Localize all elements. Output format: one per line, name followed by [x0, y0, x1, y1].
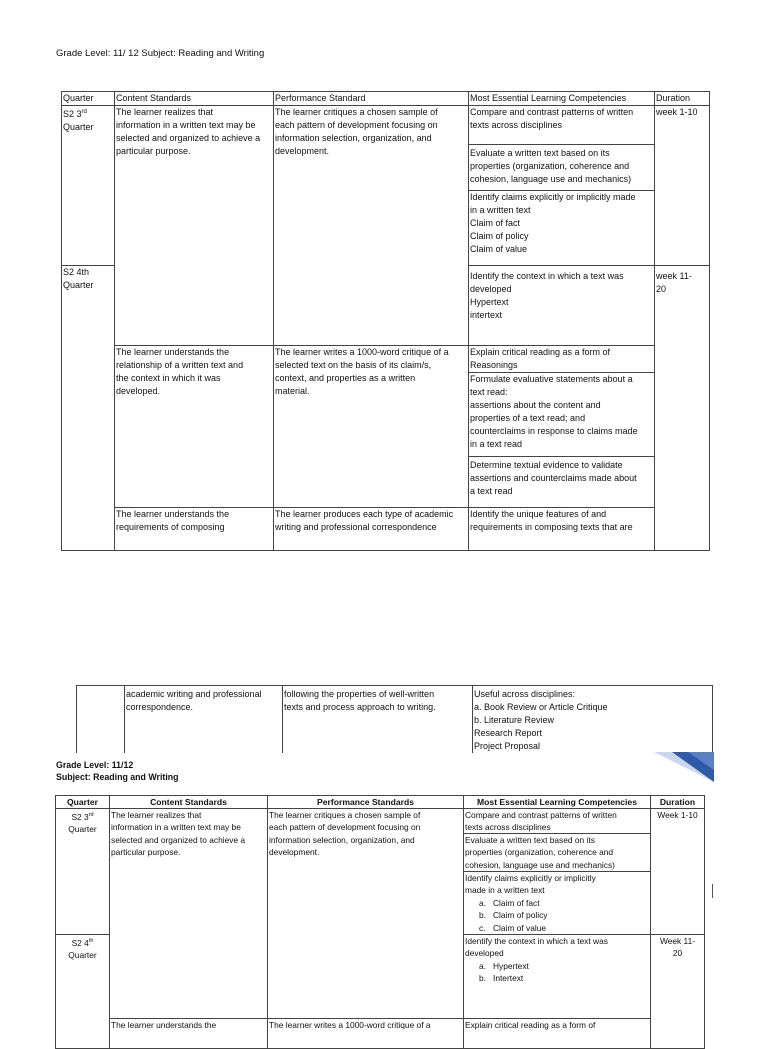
competency-cell: Compare and contrast patterns of written texts across disciplines Evaluate a written text based on its properties (organization, coherence and cohesion, language use and mechanics) Identify claims explicitly or implicitly made in a written text Claim of fact Claim of policy Claim of value: [469, 106, 655, 266]
duration-cell: Week 11- 20: [651, 935, 705, 1049]
quarter-cell-empty: [77, 686, 125, 754]
header-competencies: Most Essential Learning Competencies: [469, 92, 655, 106]
quarter-cell-4th: S2 4th Quarter: [62, 266, 115, 551]
competency-cell: Compare and contrast patterns of written texts across disciplines Evaluate a written text based on its properties (organization, coherence and cohesion, language use and mechanics) Identify claims explicitly or implicitly made in a written text a. Claim of fact b. Claim of policy c. Claim of value: [464, 809, 651, 935]
table-row: [62, 508, 710, 551]
performance-standard-cell: The learner critiques a chosen sample of each pattern of development focusing on information selection, organization, and development.: [268, 809, 464, 1019]
header-duration: Duration: [651, 796, 705, 809]
performance-standard-cell: The learner writes a 1000-word critique of a selected text on the basis of its claim/s, context, and properties as a written material.: [274, 346, 469, 508]
header-performance-standards: Performance Standards: [268, 796, 464, 809]
content-standard-cell: academic writing and professional correspondence.: [125, 686, 283, 754]
competency-cell: Identify the unique features of and requirements in composing texts that are: [469, 508, 655, 551]
table-row: [56, 809, 705, 935]
header-quarter: Quarter: [56, 796, 110, 809]
quarter-cell-3rd: S2 3rd Quarter: [56, 809, 110, 935]
quarter-cell-3rd: S2 3rd Quarter: [62, 106, 115, 266]
duration-cell: Week 1-10: [651, 809, 705, 935]
table-header-row: [56, 796, 705, 809]
header-content-standards: Content Standards: [110, 796, 268, 809]
competency-cell: Identify the context in which a text was developed a. Hypertext b. Intertext: [464, 935, 651, 1019]
content-standard-cell: The learner understands the relationship of a written text and the context in which it was developed.: [115, 346, 274, 508]
header-duration: Duration: [655, 92, 710, 106]
performance-standard-cell: The learner produces each type of academic writing and professional correspondence: [274, 508, 469, 551]
table-row: [62, 106, 710, 266]
page3-heading-grade: Grade Level: 11/12: [56, 760, 134, 770]
content-standard-cell: The learner understands the requirements of composing: [115, 508, 274, 551]
page-fold-icon: [654, 752, 714, 782]
header-performance-standard: Performance Standard: [274, 92, 469, 106]
header-content-standards: Content Standards: [115, 92, 274, 106]
competency-cell: Identify the context in which a text was developed Hypertext intertext: [469, 266, 655, 346]
competency-cell: Useful across disciplines: a. Book Review or Article Critique b. Literature Review Research Report Project Proposal: [473, 686, 713, 754]
content-standard-cell: The learner understands the: [110, 1019, 268, 1049]
content-standard-cell: The learner realizes that information in a written text may be selected and organized to achieve a particular purpose.: [115, 106, 274, 346]
table-row: [77, 686, 713, 754]
header-quarter: Quarter: [62, 92, 115, 106]
page-edge-marker: [712, 884, 713, 898]
duration-cell: week 11- 20: [655, 266, 710, 551]
header-competencies: Most Essential Learning Competencies: [464, 796, 651, 809]
performance-standard-cell: The learner writes a 1000-word critique of a: [268, 1019, 464, 1049]
page2-continuation-table: [76, 685, 713, 753]
page1-heading: Grade Level: 11/ 12 Subject: Reading and Writing: [56, 48, 265, 59]
table-row: [62, 346, 710, 508]
quarter-cell-4th: S2 4th Quarter: [56, 935, 110, 1049]
table-header-row: [62, 92, 710, 106]
competency-cell: Explain critical reading as a form of Reasonings Formulate evaluative statements about a text read: assertions about the content and properties of a text read; and counterclaims in response to claims made in a text read Determine textual evidence to validate assertions and counterclaims made about a text read: [469, 346, 655, 508]
page3-heading-subject: Subject: Reading and Writing: [56, 772, 179, 782]
table-row: [56, 1019, 705, 1049]
competency-cell: Explain critical reading as a form of: [464, 1019, 651, 1049]
page1-curriculum-table: [61, 91, 710, 551]
page3-curriculum-table: [55, 795, 705, 1049]
duration-cell: week 1-10: [655, 106, 710, 266]
content-standard-cell: The learner realizes that information in a written text may be selected and organized to achieve a particular purpose.: [110, 809, 268, 1019]
performance-standard-cell: following the properties of well-written texts and process approach to writing.: [283, 686, 473, 754]
performance-standard-cell: The learner critiques a chosen sample of each pattern of development focusing on information selection, organization, and development.: [274, 106, 469, 346]
